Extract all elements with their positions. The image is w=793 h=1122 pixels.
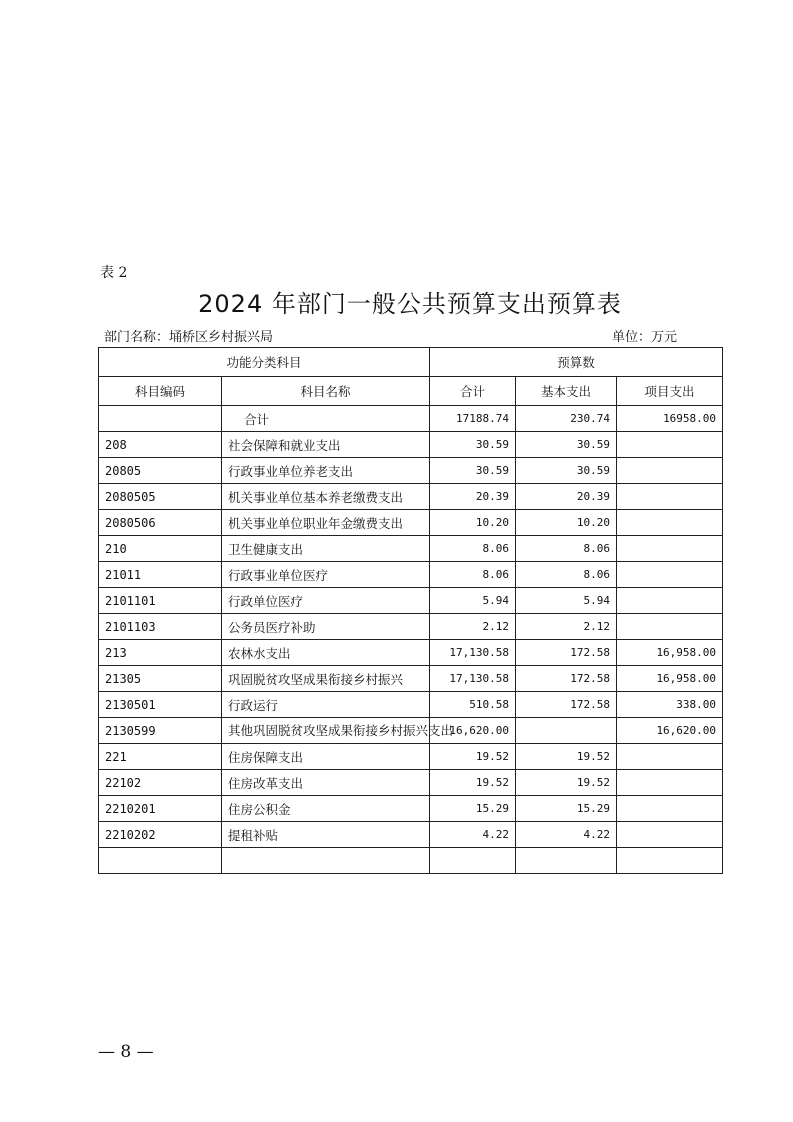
cell-basic: 15.29 bbox=[516, 796, 617, 822]
cell-name: 卫生健康支出 bbox=[222, 536, 430, 562]
cell-code: 20805 bbox=[99, 458, 222, 484]
budget-table bbox=[98, 347, 723, 874]
cell-basic: 172.58 bbox=[516, 692, 617, 718]
cell-code: 22102 bbox=[99, 770, 222, 796]
cell-name: 机关事业单位职业年金缴费支出 bbox=[222, 510, 430, 536]
cell-total: 8.06 bbox=[430, 536, 516, 562]
cell-code: 2210202 bbox=[99, 822, 222, 848]
department-name: 部门名称：埇桥区乡村振兴局 bbox=[104, 330, 274, 345]
cell-project bbox=[617, 484, 723, 510]
table-row bbox=[99, 666, 723, 692]
table-row bbox=[99, 458, 723, 484]
page-title: 2024 年部门一般公共预算支出预算表 bbox=[198, 290, 622, 318]
cell-project bbox=[617, 744, 723, 770]
cell-basic: 2.12 bbox=[516, 614, 617, 640]
cell-code: 210 bbox=[99, 536, 222, 562]
cell-code: 2101101 bbox=[99, 588, 222, 614]
cell-total: 17,130.58 bbox=[430, 640, 516, 666]
cell-total: 20.39 bbox=[430, 484, 516, 510]
cell-project: 338.00 bbox=[617, 692, 723, 718]
cell-code: 2130501 bbox=[99, 692, 222, 718]
cell-total: 17,130.58 bbox=[430, 666, 516, 692]
page-number: — 8 — bbox=[98, 1042, 154, 1062]
cell-code: 21011 bbox=[99, 562, 222, 588]
table-body bbox=[99, 406, 723, 874]
cell-basic: 19.52 bbox=[516, 744, 617, 770]
cell-basic: 4.22 bbox=[516, 822, 617, 848]
cell-project bbox=[617, 562, 723, 588]
table-row bbox=[99, 614, 723, 640]
cell-code: 2101103 bbox=[99, 614, 222, 640]
cell-total: 4.22 bbox=[430, 822, 516, 848]
cell-total: 2.12 bbox=[430, 614, 516, 640]
header-function-classification: 功能分类科目 bbox=[99, 348, 430, 377]
table-row bbox=[99, 796, 723, 822]
cell-project: 16,958.00 bbox=[617, 640, 723, 666]
header-budget-amount: 预算数 bbox=[430, 348, 723, 377]
cell-total: 30.59 bbox=[430, 432, 516, 458]
cell-project: 16,958.00 bbox=[617, 666, 723, 692]
cell-name bbox=[222, 848, 430, 874]
cell-code: 2210201 bbox=[99, 796, 222, 822]
cell-name: 其他巩固脱贫攻坚成果衔接乡村振兴支出 bbox=[222, 718, 430, 744]
cell-basic bbox=[516, 718, 617, 744]
cell-basic: 5.94 bbox=[516, 588, 617, 614]
cell-name: 公务员医疗补助 bbox=[222, 614, 430, 640]
header-total: 合计 bbox=[430, 377, 516, 406]
table-row bbox=[99, 718, 723, 744]
cell-code: 213 bbox=[99, 640, 222, 666]
cell-project bbox=[617, 510, 723, 536]
cell-total: 5.94 bbox=[430, 588, 516, 614]
cell-basic: 8.06 bbox=[516, 562, 617, 588]
cell-name: 机关事业单位基本养老缴费支出 bbox=[222, 484, 430, 510]
cell-name: 农林水支出 bbox=[222, 640, 430, 666]
table-row bbox=[99, 822, 723, 848]
cell-basic: 19.52 bbox=[516, 770, 617, 796]
table-row bbox=[99, 432, 723, 458]
cell-name: 行政运行 bbox=[222, 692, 430, 718]
cell-name: 住房保障支出 bbox=[222, 744, 430, 770]
header-row-group bbox=[99, 348, 723, 377]
cell-basic: 30.59 bbox=[516, 432, 617, 458]
cell-code: 221 bbox=[99, 744, 222, 770]
cell-total: 16,620.00 bbox=[430, 718, 516, 744]
header-code: 科目编码 bbox=[99, 377, 222, 406]
cell-total: 17188.74 bbox=[430, 406, 516, 432]
cell-name: 提租补贴 bbox=[222, 822, 430, 848]
table-label: 表 2 bbox=[100, 265, 128, 281]
table-row bbox=[99, 588, 723, 614]
cell-project bbox=[617, 588, 723, 614]
cell-project: 16,620.00 bbox=[617, 718, 723, 744]
cell-basic: 30.59 bbox=[516, 458, 617, 484]
table-meta bbox=[104, 326, 689, 345]
cell-code bbox=[99, 406, 222, 432]
cell-project bbox=[617, 432, 723, 458]
cell-name: 社会保障和就业支出 bbox=[222, 432, 430, 458]
table-row bbox=[99, 536, 723, 562]
table-row bbox=[99, 510, 723, 536]
header-name: 科目名称 bbox=[222, 377, 430, 406]
cell-project bbox=[617, 614, 723, 640]
table-row bbox=[99, 692, 723, 718]
cell-basic: 172.58 bbox=[516, 666, 617, 692]
cell-basic bbox=[516, 848, 617, 874]
table-row bbox=[99, 640, 723, 666]
cell-name: 巩固脱贫攻坚成果衔接乡村振兴 bbox=[222, 666, 430, 692]
table-row bbox=[99, 770, 723, 796]
cell-basic: 20.39 bbox=[516, 484, 617, 510]
cell-name: 合计 bbox=[222, 406, 430, 432]
cell-project bbox=[617, 848, 723, 874]
cell-project bbox=[617, 822, 723, 848]
cell-total: 8.06 bbox=[430, 562, 516, 588]
cell-code: 208 bbox=[99, 432, 222, 458]
cell-project bbox=[617, 770, 723, 796]
cell-name: 行政事业单位养老支出 bbox=[222, 458, 430, 484]
cell-project bbox=[617, 796, 723, 822]
table-row bbox=[99, 848, 723, 874]
cell-basic: 10.20 bbox=[516, 510, 617, 536]
table-row bbox=[99, 744, 723, 770]
table-row bbox=[99, 406, 723, 432]
header-project: 项目支出 bbox=[617, 377, 723, 406]
table-row bbox=[99, 562, 723, 588]
cell-total: 19.52 bbox=[430, 744, 516, 770]
header-row-columns bbox=[99, 377, 723, 406]
cell-total: 15.29 bbox=[430, 796, 516, 822]
cell-code: 2080505 bbox=[99, 484, 222, 510]
cell-project bbox=[617, 458, 723, 484]
cell-code: 21305 bbox=[99, 666, 222, 692]
cell-total: 30.59 bbox=[430, 458, 516, 484]
cell-total bbox=[430, 848, 516, 874]
table-row bbox=[99, 484, 723, 510]
cell-total: 19.52 bbox=[430, 770, 516, 796]
cell-basic: 172.58 bbox=[516, 640, 617, 666]
cell-basic: 230.74 bbox=[516, 406, 617, 432]
cell-basic: 8.06 bbox=[516, 536, 617, 562]
cell-project bbox=[617, 536, 723, 562]
cell-code: 2130599 bbox=[99, 718, 222, 744]
cell-name: 住房改革支出 bbox=[222, 770, 430, 796]
cell-total: 10.20 bbox=[430, 510, 516, 536]
unit-label: 单位：万元 bbox=[611, 330, 677, 345]
cell-name: 行政单位医疗 bbox=[222, 588, 430, 614]
cell-code: 2080506 bbox=[99, 510, 222, 536]
cell-code bbox=[99, 848, 222, 874]
cell-project: 16958.00 bbox=[617, 406, 723, 432]
cell-name: 住房公积金 bbox=[222, 796, 430, 822]
header-basic: 基本支出 bbox=[516, 377, 617, 406]
cell-total: 510.58 bbox=[430, 692, 516, 718]
cell-name: 行政事业单位医疗 bbox=[222, 562, 430, 588]
